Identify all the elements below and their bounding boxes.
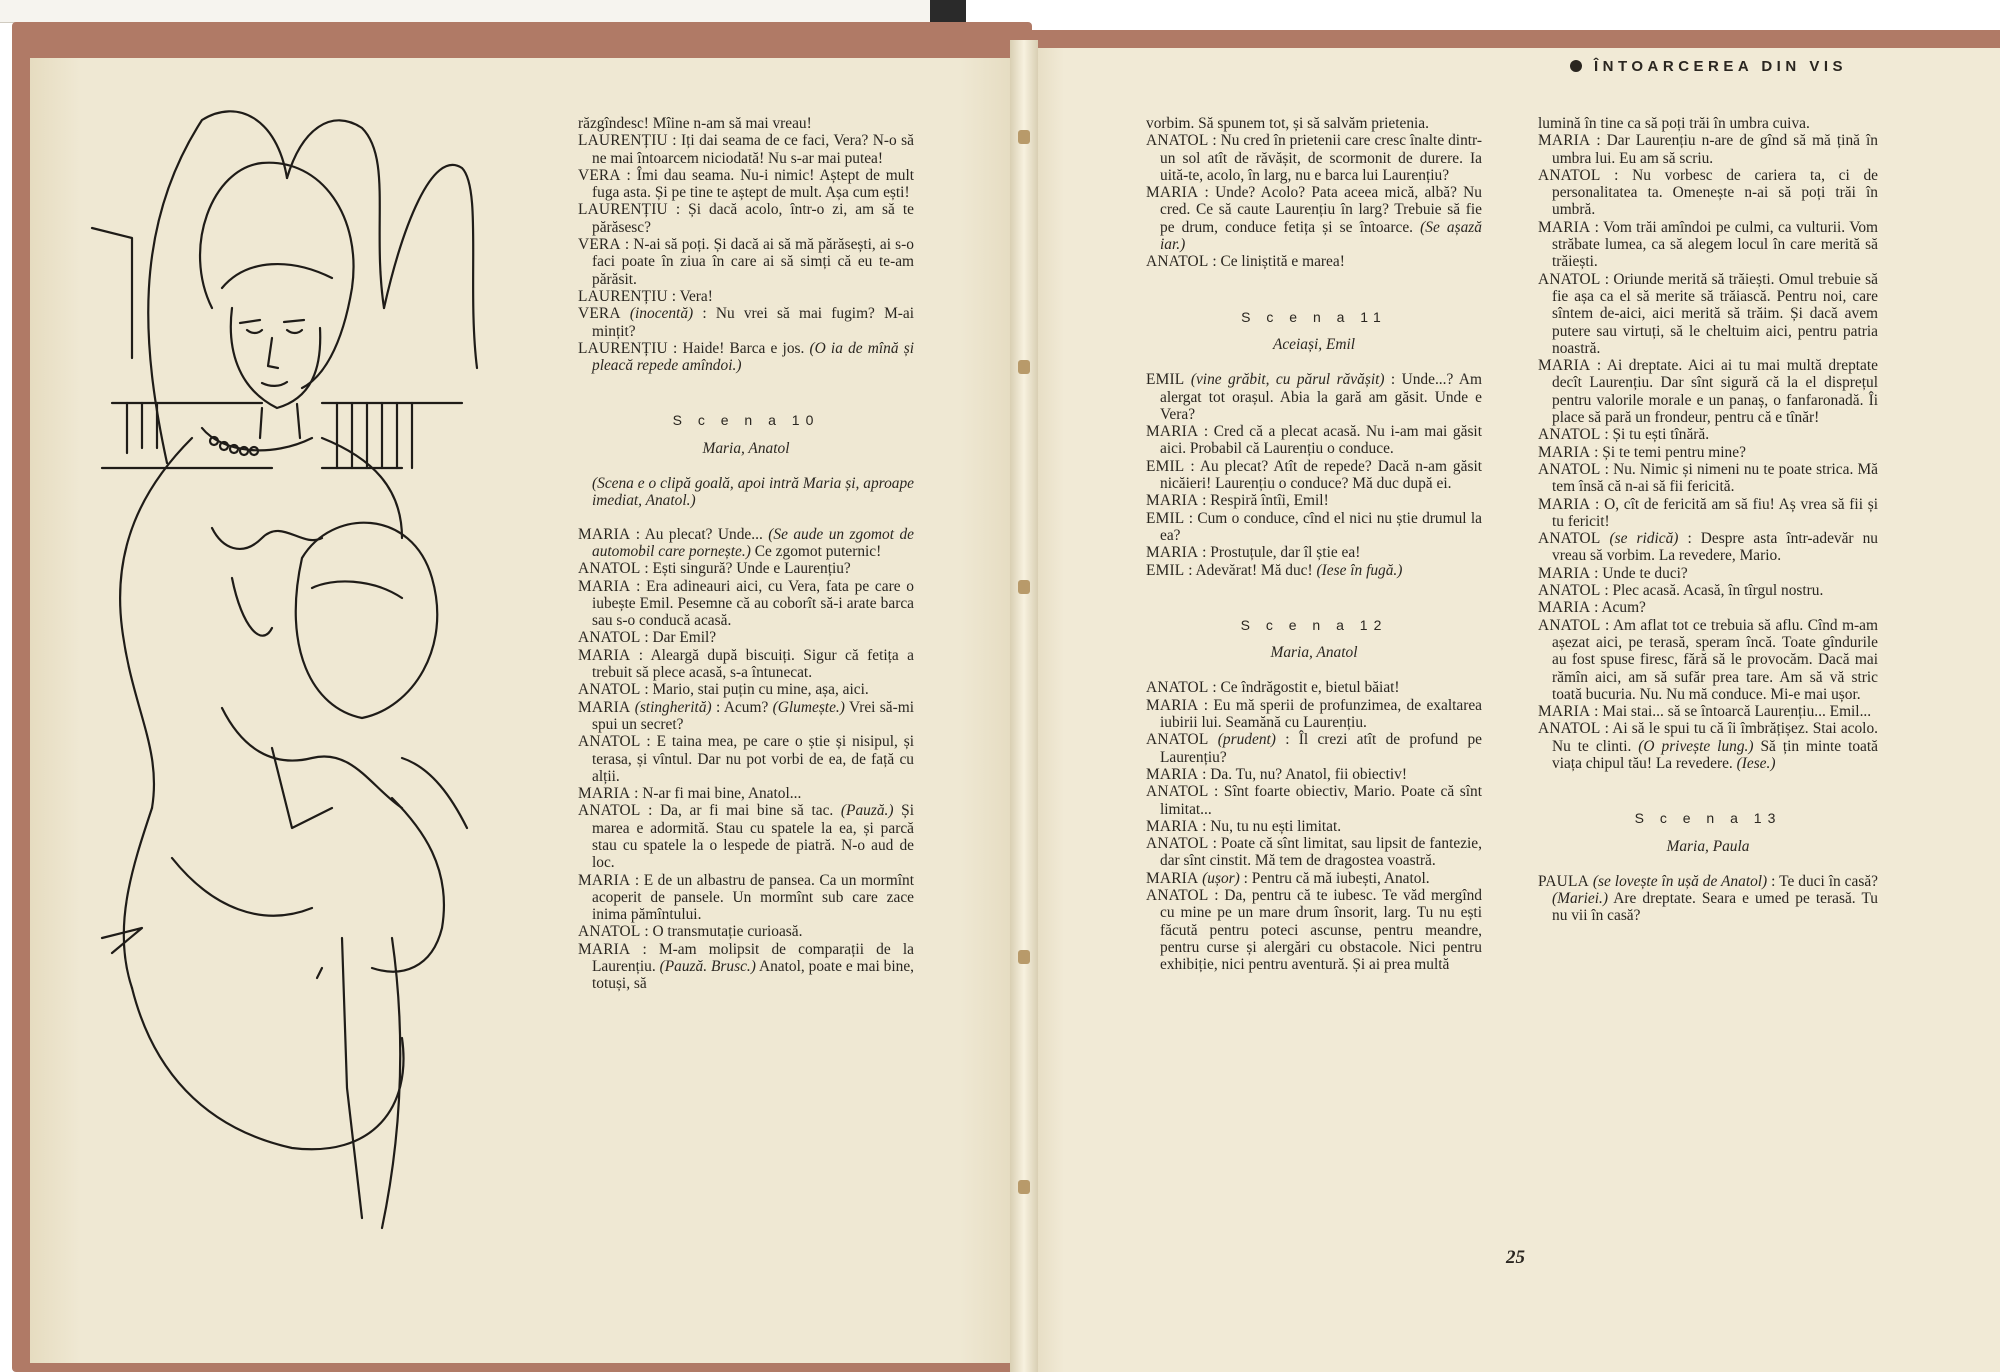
dialogue-line: VERA : N-ai să poți. Și dacă ai să mă părăsești, ai s-o faci poate în ziua în care ai să simți că eu te-am părăsit. <box>578 236 914 288</box>
dialogue-block <box>1538 873 1878 925</box>
dialogue-text: Da, ar fi mai bine să tac. <box>660 802 834 820</box>
dialogue-line: LAURENȚIU : Haide! Barca e jos. (O ia de mînă și pleacă repede amîndoi.) <box>578 339 914 375</box>
continuation-text: răzgîndesc! Mîine n-am să mai vreau! <box>578 115 812 132</box>
stage-direction-inline: (Mariei.) <box>1552 890 1608 908</box>
dialogue-line: LAURENȚIU : Vera! <box>578 287 713 305</box>
speaker-name: ANATOL <box>1538 616 1601 634</box>
scene-heading: S c e n a 10 <box>672 412 820 429</box>
dialogue-line: EMIL : Au plecat? Atît de repede? Dacă n-am găsit nicăieri! Laurențiu o conduce? Mă duc după ei. <box>1146 457 1483 493</box>
text-column-3 <box>1538 115 1878 925</box>
speaker-name: ANATOL <box>578 560 641 578</box>
dialogue-line: ANATOL (se ridică) : Despre asta într-adevăr nu vreau să vorbim. La revedere, Mario. <box>1538 530 1878 565</box>
speaker-name: ANATOL <box>1146 835 1209 853</box>
dialogue-text: Plec acasă. Acasă, în tîrgul nostru. <box>1612 582 1824 600</box>
speaker-name: ANATOL <box>1538 530 1601 548</box>
dialogue-text: Ești singură? Unde e Laurențiu? <box>652 560 851 578</box>
stage-direction-inline: (Pauză.) <box>840 802 894 820</box>
dialogue-text: Dar Emil? <box>652 629 717 647</box>
dialogue-text: Adevărat! Mă duc! <box>1195 561 1313 579</box>
dialogue-line: MARIA : Da. Tu, nu? Anatol, fii obiectiv! <box>1146 765 1407 783</box>
speaker-name: ANATOL <box>578 629 641 647</box>
dialogue-text: Iți dai seama de ce faci, Vera? N-o să ne mai întoarcem niciodată! Nu s-ar mai putea! <box>592 132 914 167</box>
dialogue-text: Te duci în casă? <box>1779 872 1878 890</box>
speaker-name: EMIL <box>1146 457 1185 475</box>
dialogue-line: MARIA : Unde? Acolo? Pata aceea mică, albă? Nu cred. Ce să caute Laurențiu în larg? Trebuie să fie pe drum, conduce fetița și se întoarce. (Se așază iar.) <box>1146 184 1482 254</box>
dialogue-line: MARIA : Și te temi pentru mine? <box>1538 443 1746 461</box>
dialogue-line: ANATOL : E taina mea, pe care o știe și nisipul, și terasa, și vîntul. Dar nu pot vorbi de ea, de față cu alții. <box>578 733 914 785</box>
dialogue-text: Pentru că mă iubești, Anatol. <box>1251 869 1430 887</box>
dialogue-text: Au plecat? Atît de repede? Dacă n-am găsit nicăieri! Laurențiu o conduce? Mă duc după ei. <box>1160 457 1483 493</box>
dialogue-text: Acum? <box>1601 599 1646 617</box>
speaker-name: MARIA <box>1146 765 1199 783</box>
stage-direction-inline: (se lovește în ușă de Anatol) <box>1592 872 1768 890</box>
dialogue-line: MARIA : E de un albastru de pansea. Ca un mormînt acoperit de pansele. Un mormînt sub care zace inima pămîntului. <box>578 871 914 924</box>
dialogue-text: Îmi dau seama. Nu-i nimic! Aștept de mult fuga asta. Și pe tine te aștept de mult. Așa cum ești! <box>592 166 914 202</box>
dialogue-line: MARIA : Era adineauri aici, cu Vera, fata pe care o iubește Emil. Pesemne că au coborît să-i arate barca sau s-o conducă acasă. <box>578 577 914 630</box>
running-header <box>1570 58 1847 75</box>
speaker-name: ANATOL <box>1146 679 1209 697</box>
speaker-name: LAURENȚIU <box>578 339 668 357</box>
stage-direction-inline: (Se aude un zgomot de automobil care pornește.) <box>592 525 914 560</box>
stage-direction-inline: (O privește lung.) <box>1638 737 1754 755</box>
dialogue-text: Îl crezi atît de profund pe Laurențiu? <box>1160 731 1482 766</box>
dialogue-text: Haide! Barca e jos. <box>682 339 805 357</box>
scene-heading: S c e n a 11 <box>1241 308 1387 325</box>
dialogue-text: Unde te duci? <box>1602 564 1688 582</box>
stage-direction-inline: (Se așază iar.) <box>1160 218 1482 254</box>
dialogue-text: Și marea e adormită. Stau cu spatele la ea, și parcă stau cu spatele la o lespede de piatră. N-o aud de loc. <box>592 802 914 872</box>
speaker-name: MARIA <box>1538 495 1591 513</box>
speaker-name: MARIA <box>1146 184 1199 202</box>
speaker-name: LAURENȚIU <box>578 201 668 219</box>
text-column-2 <box>1146 115 1482 973</box>
dialogue-text: Au plecat? Unde... <box>644 525 763 543</box>
dialogue-line: MARIA : Mai stai... să se întoarcă Laurențiu... Emil... <box>1538 703 1872 721</box>
dialogue-line: ANATOL : Da, ar fi mai bine să tac. (Pauză.) Și marea e adormită. Stau cu spatele la ea, și parcă stau cu spatele la o lespede de piatră. N-o aud de loc. <box>578 802 914 872</box>
book-gutter <box>1010 40 1038 1372</box>
speaker-name: MARIA <box>1538 218 1591 236</box>
dialogue-line: ANATOL : Da, pentru că te iubesc. Te văd mergînd cu mine pe un mare drum însorit, larg. Tu nu ești făcută pentru poteci ascunse, pentru meandre, pentru curse și alergări cu obstacole. Nici pentru exhibiție, nici pentru aventură. Și ai prea multă <box>1146 886 1482 974</box>
dialogue-text: Nu cred în prietenii care cresc înalte dintr-un sol atît de răvășit, de scormonit de durere. Ia uită-te, acolo, în larg, nu e barca lui Laurențiu? <box>1160 132 1482 184</box>
dialogue-text: Să țin minte toată viața chipul tău! La revedere. <box>1552 737 1878 772</box>
dialogue-text: Nu. Nimic și nimeni nu te poate strica. Mă tem însă că n-ai să fii fericită. <box>1552 460 1878 496</box>
speaker-name: MARIA <box>1538 564 1591 582</box>
dialogue-line: ANATOL (prudent) : Îl crezi atît de profund pe Laurențiu? <box>1146 731 1482 766</box>
dialogue-text: Are dreptate. Seara e umed pe terasă. Tu nu vii în casă? <box>1552 890 1878 925</box>
speaker-name: ANATOL <box>578 802 641 820</box>
dialogue-line: LAURENȚIU : Și dacă acolo, într-o zi, am să te părăsesc? <box>578 201 914 236</box>
stage-direction-inline: (Pauză. Brusc.) <box>659 958 756 976</box>
speaker-name: ANATOL <box>1538 720 1601 738</box>
scene-characters: Maria, Anatol <box>702 439 790 457</box>
dialogue-text: Și dacă acolo, într-o zi, am să te părăsesc? <box>592 201 914 236</box>
dialogue-line: MARIA : Au plecat? Unde... (Se aude un zgomot de automobil care pornește.) Ce zgomot puternic! <box>578 525 914 560</box>
dialogue-line: MARIA : Vom trăi amîndoi pe culmi, ca vulturii. Vom străbate lumea, ca să alegem locul în care merită să trăiești. <box>1538 218 1878 271</box>
speaker-name: ANATOL <box>1146 132 1209 150</box>
stage-direction-inline: (vine grăbit, cu părul răvășit) <box>1190 371 1385 389</box>
speaker-name: LAURENȚIU <box>578 132 668 150</box>
dialogue-text: Cred că a plecat acasă. Nu i-am mai găsit aici. Probabil că Laurențiu o conduce. <box>1160 423 1482 458</box>
dialogue-text: Și te temi pentru mine? <box>1602 443 1746 461</box>
scene-heading: S c e n a 13 <box>1634 810 1782 827</box>
dialogue-text: E taina mea, pe care o știe și nisipul, și terasa, și vîntul. Dar nu pot vorbi de ea, de față cu alții. <box>592 733 914 785</box>
dialogue-line: LAURENȚIU : Iți dai seama de ce faci, Vera? N-o să ne mai întoarcem niciodată! Nu s-ar mai putea! <box>578 132 914 167</box>
dialogue-line: MARIA : Prostuțule, dar îl știe ea! <box>1146 544 1361 562</box>
dialogue-text: Da, pentru că te iubesc. Te văd mergînd cu mine pe un mare drum însorit, larg. Tu nu ești făcută pentru poteci ascunse, pentru meandre, pentru curse și alergări cu obstacole. Nici pentru exhibiție, nici pentru aventură. Și ai prea multă <box>1160 886 1482 974</box>
speaker-name: ANATOL <box>1538 582 1601 600</box>
speaker-name: ANATOL <box>578 681 641 699</box>
speaker-name: MARIA <box>578 577 631 595</box>
dialogue-line: ANATOL : Sînt foarte obiectiv, Mario. Poate că sînt limitat... <box>1146 783 1482 818</box>
dialogue-text: Vom trăi amîndoi pe culmi, ca vulturii. Vom străbate lumea, ca să alegem locul în care merită să trăiești. <box>1552 218 1878 271</box>
speaker-name: PAULA <box>1538 872 1589 890</box>
speaker-name: MARIA <box>1538 703 1591 721</box>
speaker-name: LAURENȚIU <box>578 287 668 305</box>
speaker-name: MARIA <box>578 646 631 664</box>
dialogue-line: MARIA : Cred că a plecat acasă. Nu i-am mai găsit aici. Probabil că Laurențiu o conduce. <box>1146 423 1482 458</box>
continuation-text: lumină în tine ca să poți trăi în umbra cuiva. <box>1538 115 1810 132</box>
dialogue-block <box>1538 132 1878 772</box>
dialogue-line: MARIA (ușor) : Pentru că mă iubești, Anatol. <box>1146 869 1430 887</box>
dialogue-text: Acum? <box>723 698 769 716</box>
binding-stitch <box>1018 950 1030 964</box>
dialogue-text: Unde? Acolo? Pata aceea mică, albă? Nu cred. Ce să caute Laurențiu în larg? Trebuie să fie pe drum, conduce fetița și se întoarce. <box>1160 184 1482 236</box>
speaker-name: ANATOL <box>1538 166 1601 184</box>
dialogue-line: MARIA : M-am molipsit de comparații de la Laurențiu. (Pauză. Brusc.) Anatol, poate e mai bine, totuși, să <box>578 940 914 993</box>
dialogue-line: MARIA : Ai dreptate. Aici ai tu mai multă dreptate decît Laurențiu. Dar sînt sigură că la el disprețul pentru valorile morale e un panaș, o fanfaronadă. Îi place să pară un frondeur, pentru că e tînăr! <box>1538 357 1878 427</box>
bullet-icon <box>1570 60 1582 72</box>
speaker-name: MARIA <box>1538 357 1591 375</box>
woman-sketch-icon <box>72 108 552 1238</box>
text-column-1 <box>578 115 914 993</box>
stage-direction-inline: (Glumește.) <box>772 698 845 716</box>
dialogue-text: Vera! <box>679 287 713 305</box>
dialogue-text: Ai să le spui tu că îi îmbrățișez. Stai acolo. Nu te clinti. <box>1552 720 1878 755</box>
dialogue-text: Ce zgomot puternic! <box>754 542 882 560</box>
speaker-name: ANATOL <box>1146 886 1209 904</box>
dialogue-block <box>1146 679 1482 973</box>
dialogue-line: ANATOL : Nu cred în prietenii care cresc înalte dintr-un sol atît de răvășit, de scormonit de durere. Ia uită-te, acolo, în larg, nu e barca lui Laurențiu? <box>1146 132 1482 184</box>
dialogue-line: MARIA : Unde te duci? <box>1538 564 1688 582</box>
dialogue-line: MARIA : Respiră întîi, Emil! <box>1146 492 1329 510</box>
dialogue-line: MARIA : Acum? <box>1538 599 1646 617</box>
stage-direction: (Scena e o clipă goală, apoi intră Maria și, aproape imediat, Anatol.) <box>592 475 914 510</box>
dialogue-text: Poate că sînt limitat, sau lipsit de fantezie, dar sînt cinstit. Mă tem de dragostea voastră. <box>1160 835 1482 870</box>
dialogue-text: Ai dreptate. Aici ai tu mai multă dreptate decît Laurențiu. Dar sînt sigură că la el disprețul pentru valorile morale e un panaș, o fanfaronadă. Îi place să pară un frondeur, pentru că e tînăr! <box>1552 357 1878 427</box>
dialogue-line: ANATOL : Ce liniștită e marea! <box>1146 253 1345 271</box>
dialogue-text: Nu, tu nu ești limitat. <box>1210 817 1342 835</box>
dialogue-text: Dar Laurențiu n-are de gînd să mă țină în umbra lui. Eu am să scriu. <box>1552 132 1878 167</box>
dialogue-line: VERA : Îmi dau seama. Nu-i nimic! Aștept de mult fuga asta. Și pe tine te aștept de mult. Așa cum ești! <box>578 166 914 202</box>
dialogue-text: Am aflat tot ce trebuia să aflu. Cînd m-am așezat aici, pe terasă, speram încă. Toate gîndurile au fost spuse firesc, fără să le provocăm. Dacă mai rămîn aici, am să sufăr prea tare. Am să vă stric toată bucuria. Nu. Nu mă conduce. Mi-e mai ușor. <box>1552 616 1878 703</box>
speaker-name: MARIA <box>578 785 631 803</box>
running-title: ÎNTOARCEREA DIN VIS <box>1594 58 1848 75</box>
speaker-name: MARIA <box>1538 132 1591 150</box>
speaker-name: ANATOL <box>578 733 641 751</box>
speaker-name: MARIA <box>1146 492 1199 510</box>
stage-direction-inline: (O ia de mînă și pleacă repede amîndoi.) <box>592 339 914 375</box>
speaker-name: VERA <box>578 166 621 184</box>
dialogue-text: Despre asta într-adevăr nu vreau să vorbim. La revedere, Mario. <box>1552 530 1878 565</box>
stage-direction-inline: (se ridică) <box>1609 530 1679 548</box>
dialogue-block <box>1146 371 1482 579</box>
speaker-name: ANATOL <box>578 923 641 941</box>
dialogue-line: ANATOL : Dar Emil? <box>578 629 717 647</box>
dialogue-line: MARIA : Eu mă sperii de profunzimea, de exaltarea iubirii lui. Seamănă cu Laurențiu. <box>1146 696 1482 732</box>
scene-characters: Maria, Anatol <box>1270 644 1358 662</box>
dialogue-text: Respiră întîi, Emil! <box>1210 492 1329 510</box>
dialogue-text: Era adineauri aici, cu Vera, fata pe care o iubește Emil. Pesemne că au coborît să-i arate barca sau s-o conducă acasă. <box>592 577 914 630</box>
speaker-name: MARIA <box>1146 869 1199 887</box>
speaker-name: ANATOL <box>1538 460 1601 478</box>
scene-heading: S c e n a 12 <box>1240 616 1388 633</box>
stage-direction-inline: (inocentă) <box>629 305 694 323</box>
speaker-name: ANATOL <box>1146 253 1209 271</box>
dialogue-text: M-am molipsit de comparații de la Laurențiu. <box>592 940 914 976</box>
binding-stitch <box>1018 1180 1030 1194</box>
dialogue-text: O, cît de fericită am să fiu! Aș vrea să fii și tu fericit! <box>1552 495 1878 530</box>
dialogue-text: Și tu ești tînără. <box>1612 426 1710 444</box>
dialogue-line: EMIL (vine grăbit, cu părul răvășit) : Unde...? Am alergat tot orașul. Abia la gară am găsit. Unde e Vera? <box>1146 371 1482 423</box>
binding-stitch <box>1018 360 1030 374</box>
speaker-name: MARIA <box>578 698 631 716</box>
stage-direction-inline: (Iese.) <box>1736 754 1776 772</box>
dialogue-text: Vrei să-mi spui un secret? <box>592 698 914 733</box>
dialogue-line: ANATOL : Plec acasă. Acasă, în tîrgul nostru. <box>1538 582 1824 600</box>
stage-direction-inline: (Iese în fugă.) <box>1316 561 1403 579</box>
dialogue-line: MARIA (stingherită) : Acum? (Glumește.) Vrei să-mi spui un secret? <box>578 698 914 733</box>
dialogue-text: Eu mă sperii de profunzimea, de exaltarea iubirii lui. Seamănă cu Laurențiu. <box>1160 696 1482 732</box>
speaker-name: EMIL <box>1146 561 1185 579</box>
dialogue-line: MARIA : Dar Laurențiu n-are de gînd să mă țină în umbra lui. Eu am să scriu. <box>1538 132 1878 167</box>
dialogue-text: Ce liniștită e marea! <box>1220 253 1345 271</box>
speaker-name: MARIA <box>578 525 631 543</box>
binding-stitch <box>1018 130 1030 144</box>
speaker-name: ANATOL <box>1146 783 1209 801</box>
dialogue-text: O transmutație curioasă. <box>652 923 803 941</box>
dialogue-text: E de un albastru de pansea. Ca un mormînt acoperit de pansele. Un mormînt sub care zace inima pămîntului. <box>592 871 914 924</box>
dialogue-text: Nu vorbesc de cariera ta, ci de personalitatea ta. Omenește n-ai să poți trăi în umbră. <box>1552 166 1878 219</box>
dialogue-line: ANATOL : Nu vorbesc de cariera ta, ci de personalitatea ta. Omenește n-ai să poți trăi în umbră. <box>1538 166 1878 219</box>
dialogue-text: Nu vrei să mai fugim? M-ai mințit? <box>592 305 914 340</box>
dialogue-line: ANATOL : Poate că sînt limitat, sau lipsit de fantezie, dar sînt cinstit. Mă tem de dragostea voastră. <box>1146 835 1482 870</box>
dialogue-text: Prostuțule, dar îl știe ea! <box>1210 544 1361 562</box>
dialogue-line: MARIA : N-ar fi mai bine, Anatol... <box>578 785 802 803</box>
speaker-name: EMIL <box>1146 509 1185 527</box>
speaker-name: ANATOL <box>1538 270 1601 288</box>
stage-direction-inline: (ușor) <box>1202 869 1240 887</box>
speaker-name: MARIA <box>578 871 631 889</box>
stage-direction-inline: (stingherită) <box>634 698 712 716</box>
dialogue-line: ANATOL : Am aflat tot ce trebuia să aflu. Cînd m-am așezat aici, pe terasă, speram încă. Toate gîndurile au fost spuse firesc, fără să le provocăm. Dacă mai rămîn aici, am să sufăr prea tare. Am să vă stric toată bucuria. Nu. Nu mă conduce. Mi-e mai ușor. <box>1538 616 1878 703</box>
dialogue-line: ANATOL : Ai să le spui tu că îi îmbrățișez. Stai acolo. Nu te clinti. (O privește lung.) Să țin minte toată viața chipul tău! La revedere. (Iese.) <box>1538 720 1878 772</box>
dialogue-block <box>578 132 914 374</box>
dialogue-text: Mario, stai puțin cu mine, așa, aici. <box>652 681 869 699</box>
dialogue-text: N-ai să poți. Și dacă ai să mă părăsești, ai s-o faci poate în ziua în care ai să simți că eu te-am părăsit. <box>592 236 914 288</box>
speaker-name: VERA <box>578 236 621 254</box>
speaker-name: MARIA <box>1146 544 1199 562</box>
dialogue-text: Oriunde merită să trăiești. Omul trebuie să fie așa ca el să merite să trăiască. Pentru noi, care sîntem de-aici, aici merită să trăim. Și dacă avem putere sau virtuți, să le cheltuim aici, pentru patria noastră. <box>1552 270 1878 357</box>
dialogue-line: ANATOL : Mario, stai puțin cu mine, așa, aici. <box>578 681 869 699</box>
dialogue-line: EMIL : Adevărat! Mă duc! (Iese în fugă.) <box>1146 561 1403 579</box>
dialogue-text: Mai stai... să se întoarcă Laurențiu... Emil... <box>1602 703 1872 721</box>
stage-direction-inline: (prudent) <box>1217 731 1276 749</box>
paper-tab <box>0 0 932 23</box>
dialogue-line: MARIA : Nu, tu nu ești limitat. <box>1146 817 1342 835</box>
dialogue-text: Da. Tu, nu? Anatol, fii obiectiv! <box>1210 765 1407 783</box>
binding-stitch <box>1018 580 1030 594</box>
dialogue-block <box>1146 132 1482 270</box>
continuation-text: vorbim. Să spunem tot, și să salvăm prietenia. <box>1146 115 1429 132</box>
speaker-name: ANATOL <box>1146 731 1209 749</box>
dialogue-block <box>578 526 914 993</box>
dialogue-line: MARIA : Aleargă după biscuiți. Sigur că fetița a trebuit să plece acasă, s-a întunecat. <box>578 646 914 682</box>
dialogue-text: Aleargă după biscuiți. Sigur că fetița a trebuit să plece acasă, s-a întunecat. <box>592 646 914 682</box>
speaker-name: MARIA <box>1538 443 1591 461</box>
speaker-name: MARIA <box>578 940 631 958</box>
dialogue-text: N-ar fi mai bine, Anatol... <box>642 785 802 803</box>
speaker-name: EMIL <box>1146 371 1185 389</box>
scene-characters: Aceiași, Emil <box>1272 335 1356 353</box>
dark-tab <box>930 0 966 24</box>
speaker-name: MARIA <box>1146 696 1199 714</box>
dialogue-line: ANATOL : O transmutație curioasă. <box>578 923 803 941</box>
dialogue-line: ANATOL : Și tu ești tînără. <box>1538 426 1710 444</box>
page-number: 25 <box>1506 1247 1525 1268</box>
dialogue-line: MARIA : O, cît de fericită am să fiu! Aș vrea să fii și tu fericit! <box>1538 495 1878 530</box>
dialogue-line: ANATOL : Ce îndrăgostit e, bietul băiat! <box>1146 679 1400 697</box>
dialogue-text: Ce îndrăgostit e, bietul băiat! <box>1220 679 1400 697</box>
dialogue-line: ANATOL : Ești singură? Unde e Laurențiu? <box>578 560 851 578</box>
speaker-name: MARIA <box>1146 423 1199 441</box>
dialogue-text: Anatol, poate e mai bine, totuși, să <box>592 958 914 993</box>
dialogue-line: VERA (inocentă) : Nu vrei să mai fugim? M-ai mințit? <box>578 305 914 340</box>
dialogue-text: Sînt foarte obiectiv, Mario. Poate că sînt limitat... <box>1160 783 1482 818</box>
speaker-name: VERA <box>578 305 621 323</box>
scene-characters: Maria, Paula <box>1666 837 1750 855</box>
speaker-name: MARIA <box>1538 599 1591 617</box>
dialogue-line: EMIL : Cum o conduce, cînd el nici nu știe drumul la ea? <box>1146 509 1482 544</box>
speaker-name: ANATOL <box>1538 426 1601 444</box>
dialogue-text: Unde...? Am alergat tot orașul. Abia la gară am găsit. Unde e Vera? <box>1160 371 1482 423</box>
dialogue-text: Cum o conduce, cînd el nici nu știe drumul la ea? <box>1160 509 1482 544</box>
speaker-name: MARIA <box>1146 817 1199 835</box>
dialogue-line: ANATOL : Nu. Nimic și nimeni nu te poate strica. Mă tem însă că n-ai să fii fericită. <box>1538 460 1878 496</box>
dialogue-line: PAULA (se lovește în ușă de Anatol) : Te duci în casă? (Mariei.) Are dreptate. Seara e umed pe terasă. Tu nu vii în casă? <box>1538 872 1878 925</box>
dialogue-line: ANATOL : Oriunde merită să trăiești. Omul trebuie să fie așa ca el să merite să trăiască. Pentru noi, care sîntem de-aici, aici merită să trăim. Și dacă avem putere sau virtuți, să le cheltuim aici, pentru patria noastră. <box>1538 270 1878 357</box>
